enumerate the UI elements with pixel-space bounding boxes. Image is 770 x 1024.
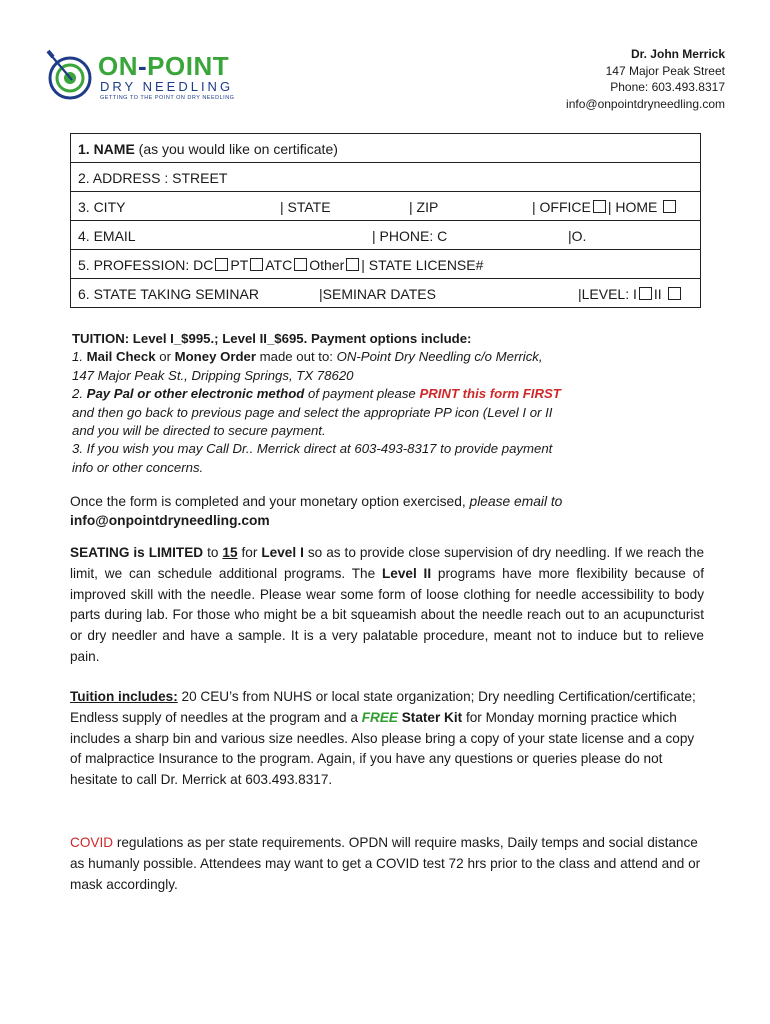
contact-email: info@onpointdryneedling.com — [566, 96, 725, 111]
pt-checkbox[interactable] — [250, 258, 263, 271]
payment-option-mail: 1. Mail Check or Money Order made out to: ON-Point Dry Needling c/o Merrick, — [72, 349, 543, 365]
dc-checkbox[interactable] — [215, 258, 228, 271]
payment-option-call: 3. If you wish you may Call Dr.. Merrick direct at 603-493-8317 to provide payment — [72, 441, 553, 457]
other-checkbox[interactable] — [346, 258, 359, 271]
other-label: Other — [309, 257, 345, 273]
pt-label: PT — [230, 257, 249, 273]
form-row-email[interactable] — [71, 221, 700, 250]
registration-form — [70, 133, 701, 308]
payment-option-call-2: info or other concerns. — [72, 459, 204, 475]
phone-label: | PHONE: C — [372, 228, 448, 244]
state-label: | STATE — [280, 199, 331, 215]
completion-email[interactable]: info@onpointdryneedling.com — [70, 513, 270, 528]
home-checkbox[interactable] — [663, 200, 676, 213]
form-row-name[interactable] — [71, 134, 700, 163]
level-1-checkbox[interactable] — [639, 287, 652, 300]
contact-phone: Phone: 603.493.8317 — [610, 80, 725, 94]
electronic-instructions-2: and you will be directed to secure payment. — [72, 423, 326, 439]
home-label: | HOME — [607, 199, 658, 215]
payment-option-electronic: 2. Pay Pal or other electronic method of payment please PRINT this form FIRST — [72, 386, 561, 402]
level-2-checkbox[interactable] — [668, 287, 681, 300]
form-row-address[interactable] — [71, 163, 700, 192]
seminar-dates-label: |SEMINAR DATES — [319, 286, 436, 302]
seminar-state-label: 6. STATE TAKING SEMINAR — [78, 286, 259, 302]
zip-label: | ZIP — [409, 199, 439, 215]
contact-address: 147 Major Peak Street — [605, 63, 725, 78]
logo-subtitle: DRY NEEDLING — [100, 79, 234, 94]
license-label: | STATE LICENSE# — [361, 257, 484, 273]
form-row-seminar[interactable] — [71, 279, 700, 307]
name-note: (as you would like on certificate) — [134, 141, 338, 157]
contact-name: Dr. John Merrick — [630, 47, 725, 61]
office-checkbox[interactable] — [593, 200, 606, 213]
logo-tagline: GETTING TO THE POINT ON DRY NEEDLING — [100, 95, 235, 101]
address-label: 2. ADDRESS : STREET — [78, 170, 228, 186]
email-label: 4. EMAIL — [78, 228, 136, 244]
profession-label: 5. PROFESSION: DC — [78, 257, 214, 273]
contact-block — [566, 46, 725, 112]
company-logo — [46, 48, 246, 108]
logo-title: ON-POINT — [98, 51, 230, 81]
completion-note: Once the form is completed and your monetary option exercised, please email to info@onpointdryneedling.com — [70, 494, 563, 528]
seating-paragraph: SEATING is LIMITED to 15 for Level I so as to provide close supervision of dry needling. If we reach the limit, we can schedule additional programs. The Level II programs have more flexibility because of improved skill with the needle. Please wear some form of loose clothing for needle accessibility to body parts during lab. For those who might be a bit squeamish about the needle reach out to an acupuncturist or dry needler and have a sample. It is a very palatable procedure, meant not to induce but to relieve pain. — [70, 545, 705, 664]
office-label: | OFFICE — [532, 199, 591, 215]
office-phone-label: |O. — [568, 228, 587, 244]
level-label: |LEVEL: I — [578, 286, 637, 302]
tuition-includes-paragraph: Tuition includes: 20 CEU’s from NUHS or local state organization; Dry needling Certification/certificate; Endless supply of needles at the program and a FREE Stater Kit for Monday morning practice which includes a sharp bin and various size needles. Also please bring a copy of your state license and a copy of malpractice Insurance to the program. Again, if you have any questions or queries please do not hesitate to call Dr. Merrick at 603.493.8317. — [70, 689, 696, 788]
tuition-section — [72, 330, 672, 477]
form-row-city[interactable] — [71, 192, 700, 221]
name-label: 1. NAME — [78, 141, 135, 157]
level-2-label: II — [653, 286, 662, 302]
tuition-heading: TUITION: Level I_$995.; Level II_$695. Payment options include: — [72, 331, 472, 346]
electronic-instructions-1: and then go back to previous page and select the appropriate PP icon (Level I or II — [72, 404, 553, 420]
atc-label: ATC — [265, 257, 293, 273]
covid-paragraph: COVID regulations as per state requirements. OPDN will require masks, Daily temps and social distance as humanly possible. Attendees may want to get a COVID test 72 hrs prior to the class and attend and or mask accordingly. — [70, 835, 701, 892]
mailing-address: 147 Major Peak St., Dripping Springs, TX 78620 — [72, 367, 354, 383]
atc-checkbox[interactable] — [294, 258, 307, 271]
form-row-profession[interactable] — [71, 250, 700, 279]
needle-target-icon — [46, 48, 98, 108]
city-label: 3. CITY — [78, 199, 126, 215]
